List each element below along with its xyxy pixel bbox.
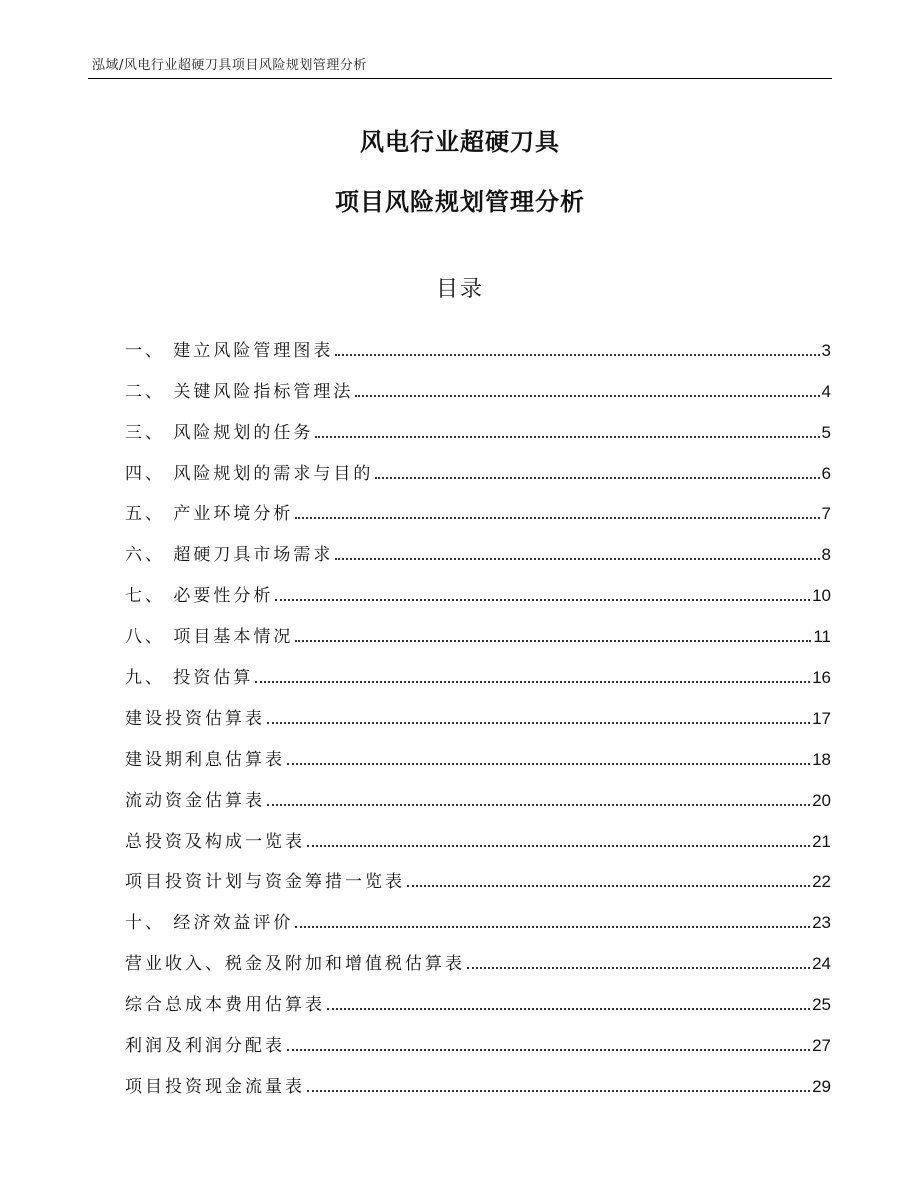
toc-entry-page: 5: [821, 422, 831, 442]
toc-entry-label: 六、 超硬刀具市场需求: [125, 545, 334, 566]
toc-entry-page: 8: [821, 545, 831, 565]
toc-entry-page: 22: [812, 872, 831, 892]
toc-entry-label: 十、 经济效益评价: [125, 913, 294, 934]
toc-dot-leader: [307, 845, 810, 847]
toc-dot-leader: [307, 1090, 810, 1092]
toc-dot-leader: [335, 558, 819, 560]
toc-entry-label: 三、 风险规划的任务: [125, 422, 314, 443]
header-rule: [88, 78, 832, 79]
toc-entry-page: 4: [821, 381, 831, 401]
toc-entry[interactable]: [125, 567, 831, 608]
toc-dot-leader: [315, 436, 819, 438]
toc-entry[interactable]: [125, 445, 831, 486]
toc-dot-leader: [295, 926, 810, 928]
toc-dot-leader: [467, 967, 810, 969]
toc-dot-leader: [375, 477, 819, 479]
toc-dot-leader: [287, 763, 810, 765]
toc-entry-label: 综合总成本费用估算表: [125, 995, 325, 1016]
toc-entry-label: 五、 产业环境分析: [125, 504, 294, 525]
toc-entry-page: 21: [812, 831, 831, 851]
toc-dot-leader: [295, 517, 819, 519]
document-title-line-2: 项目风险规划管理分析: [335, 188, 585, 216]
toc-entry-page: 11: [813, 627, 831, 647]
toc-entry-label: 一、 建立风险管理图表: [125, 340, 334, 361]
table-of-contents: [125, 322, 831, 1099]
toc-entry-page: 20: [812, 790, 831, 810]
toc-entry-page: 29: [812, 1076, 831, 1096]
toc-dot-leader: [327, 1008, 810, 1010]
toc-entry[interactable]: [125, 322, 831, 363]
toc-entry[interactable]: [125, 731, 831, 772]
toc-entry-label: 七、 必要性分析: [125, 586, 274, 607]
toc-entry-page: 18: [812, 749, 831, 769]
toc-entry-label: 二、 关键风险指标管理法: [125, 381, 354, 402]
toc-entry[interactable]: [125, 813, 831, 854]
toc-entry-page: 23: [812, 913, 831, 933]
toc-entry-label: 项目投资现金流量表: [125, 1076, 305, 1097]
toc-entry[interactable]: [125, 1017, 831, 1058]
toc-entry-label: 流动资金估算表: [125, 790, 265, 811]
toc-entry[interactable]: [125, 854, 831, 895]
document-title-line-1: 风电行业超硬刀具: [360, 128, 560, 156]
toc-entry[interactable]: [125, 486, 831, 527]
toc-entry[interactable]: [125, 935, 831, 976]
toc-entry[interactable]: [125, 404, 831, 445]
toc-dot-leader: [267, 804, 810, 806]
toc-heading: 目录: [435, 277, 484, 302]
toc-entry[interactable]: [125, 608, 831, 649]
toc-entry[interactable]: [125, 690, 831, 731]
toc-entry-page: 17: [812, 708, 831, 728]
toc-entry[interactable]: [125, 649, 831, 690]
toc-dot-leader: [335, 354, 819, 356]
toc-entry[interactable]: [125, 976, 831, 1017]
toc-dot-leader: [255, 681, 810, 683]
toc-entry[interactable]: [125, 894, 831, 935]
toc-dot-leader: [355, 395, 819, 397]
toc-entry-page: 10: [812, 586, 831, 606]
toc-entry[interactable]: [125, 363, 831, 404]
toc-dot-leader: [295, 640, 811, 642]
toc-entry[interactable]: [125, 772, 831, 813]
toc-entry-page: 16: [812, 668, 831, 688]
toc-dot-leader: [287, 1049, 810, 1051]
toc-dot-leader: [407, 885, 810, 887]
toc-entry[interactable]: [125, 526, 831, 567]
toc-entry-label: 九、 投资估算: [125, 668, 254, 689]
toc-entry-label: 四、 风险规划的需求与目的: [125, 463, 374, 484]
toc-entry[interactable]: [125, 1058, 831, 1099]
toc-entry-label: 项目投资计划与资金筹措一览表: [125, 872, 405, 893]
toc-entry-page: 27: [812, 1036, 831, 1056]
toc-entry-page: 7: [821, 504, 831, 524]
toc-entry-label: 建设投资估算表: [125, 708, 265, 729]
toc-entry-page: 6: [821, 463, 831, 483]
toc-entry-page: 24: [812, 954, 831, 974]
toc-dot-leader: [267, 722, 810, 724]
toc-entry-label: 总投资及构成一览表: [125, 831, 305, 852]
header-text: 泓域/风电行业超硬刀具项目风险规划管理分析: [92, 58, 367, 73]
toc-entry-page: 25: [812, 995, 831, 1015]
toc-entry-label: 建设期利息估算表: [125, 749, 285, 770]
toc-entry-label: 八、 项目基本情况: [125, 627, 294, 648]
toc-dot-leader: [275, 599, 810, 601]
toc-entry-page: 3: [821, 340, 831, 360]
toc-entry-label: 利润及利润分配表: [125, 1036, 285, 1057]
toc-entry-label: 营业收入、税金及附加和增值税估算表: [125, 954, 465, 975]
